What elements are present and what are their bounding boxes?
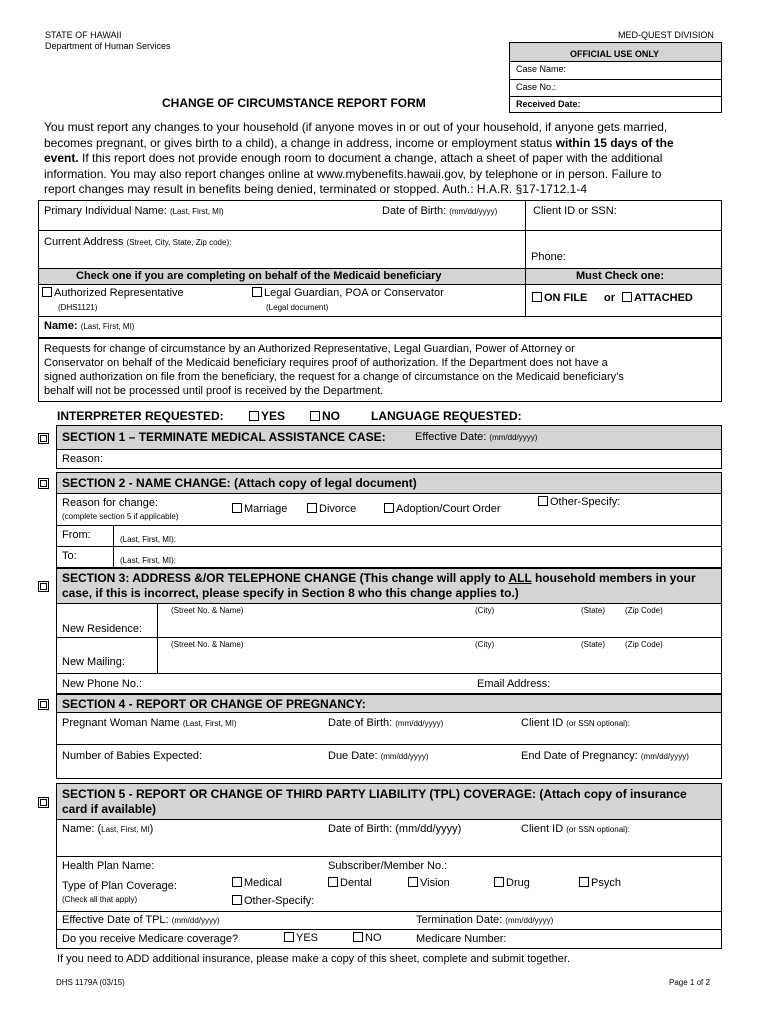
form-number: DHS 1179A (03/15) [56, 978, 125, 987]
intro-paragraph: You must report any changes to your household (if anyone moves in or out of your household, if anyone gets married, becomes pregnant, or gives birth to a child), a change in address, income or employment status within 15 days of the event. If this report does not provide enough room to document a change, attach a sheet of paper with the additional information. You may also report changes online at www.mybenefits.hawaii.gov, by telephone or in person. Failure to report changes may result in benefits being denied, terminated or stopped. Auth.: H.A.R. §17-1712.1-4 [44, 120, 674, 196]
street-hint-2: (Street No. & Name) [171, 640, 244, 649]
behalf-header: Check one if you are completing on behalf of the Medicaid beneficiary [76, 270, 442, 282]
tpl-name[interactable]: Name: (Last, First, MI) [62, 823, 154, 835]
tpl-dob[interactable]: Date of Birth: (mm/dd/yyyy) [328, 823, 462, 835]
option-adoption[interactable]: Adoption/Court Order [384, 503, 501, 515]
medicare-yes[interactable]: YES [284, 932, 318, 944]
interpreter-no[interactable]: NO [310, 409, 340, 423]
division-name: MED-QUEST DIVISION [618, 30, 714, 40]
case-no-label: Case No.: [516, 82, 557, 92]
option-marriage[interactable]: Marriage [232, 503, 287, 515]
section1-reason[interactable]: Reason: [62, 453, 103, 465]
on-file-checkbox[interactable]: ON FILE [532, 292, 587, 304]
plan-drug[interactable]: Drug [494, 877, 530, 889]
tpl-termination-date[interactable]: Termination Date: (mm/dd/yyyy) [416, 914, 554, 926]
auth-rep-checkbox[interactable]: Authorized Representative [42, 287, 184, 299]
pregnant-dob[interactable]: Date of Birth: (mm/dd/yyyy) [328, 717, 444, 729]
babies-expected[interactable]: Number of Babies Expected: [62, 750, 203, 762]
option-other-specify[interactable]: Other-Specify: [538, 496, 620, 508]
language-requested-label: LANGUAGE REQUESTED: [371, 409, 522, 423]
plan-medical[interactable]: Medical [232, 877, 282, 889]
auth-rep-sub: (DHS1121) [58, 303, 98, 312]
from-label: From: [62, 529, 91, 541]
subscriber-no[interactable]: Subscriber/Member No.: [328, 860, 448, 872]
section1-checkbox[interactable] [38, 433, 49, 444]
section2-reason-label: Reason for change: [62, 497, 159, 509]
state-hint-2: (State) [581, 640, 606, 649]
new-residence-field[interactable]: New Residence: [62, 623, 143, 635]
plan-psych[interactable]: Psych [579, 877, 621, 889]
or-label: or [604, 292, 615, 304]
health-plan-name[interactable]: Health Plan Name: [62, 860, 155, 872]
additional-insurance-note: If you need to ADD additional insurance, please make a copy of this sheet, complete and submit together. [57, 953, 571, 965]
section3-checkbox[interactable] [38, 581, 49, 592]
plan-type-label: Type of Plan Coverage: [62, 880, 177, 892]
from-field[interactable]: (Last, First, MI): [120, 535, 176, 544]
primary-name-field[interactable]: Primary Individual Name: (Last, First, MI) [44, 205, 224, 217]
medicare-question: Do you receive Medicare coverage? [62, 933, 239, 945]
tpl-client-id[interactable]: Client ID (or SSN optional): [521, 823, 630, 835]
email-field[interactable]: Email Address: [477, 678, 551, 690]
plan-vision[interactable]: Vision [408, 877, 450, 889]
official-use-title: OFFICIAL USE ONLY [570, 49, 660, 59]
section2-title: SECTION 2 - NAME CHANGE: (Attach copy of legal document) [62, 476, 417, 490]
city-hint-2: (City) [475, 640, 495, 649]
must-check-header: Must Check one: [576, 270, 665, 282]
state-hint-1: (State) [581, 606, 606, 615]
due-date[interactable]: Due Date: (mm/dd/yyyy) [328, 750, 429, 762]
end-pregnancy-date[interactable]: End Date of Pregnancy: (mm/dd/yyyy) [521, 750, 689, 762]
to-label: To: [62, 550, 77, 562]
section3-title: SECTION 3: ADDRESS &/OR TELEPHONE CHANGE (This change will apply to ALL household members in your case, if this is incorrect, please specify in Section 8 who this change applies to.) [62, 571, 696, 600]
interpreter-label: INTERPRETER REQUESTED: [57, 409, 224, 423]
guardian-checkbox[interactable]: Legal Guardian, POA or Conservator [252, 287, 444, 299]
auth-note-text: Requests for change of circumstance by an Authorized Representative, Legal Guardian, Power of Attorney or Conservator on behalf of the Medicaid beneficiary requires proof of authorization. If the Department does not have a signed authorization on file from the beneficiary, the request for a change of circumstance on the Medicaid beneficiary’s behalf will not be processed until proof is received by the Department. [44, 343, 624, 397]
pregnant-woman-name[interactable]: Pregnant Woman Name (Last, First, MI) [62, 717, 237, 729]
dob-field[interactable]: Date of Birth: (mm/dd/yyyy) [382, 205, 498, 217]
attached-checkbox[interactable]: ATTACHED [622, 292, 693, 304]
tpl-effective-date[interactable]: Effective Date of TPL: (mm/dd/yyyy) [62, 914, 220, 926]
section1-title: SECTION 1 – TERMINATE MEDICAL ASSISTANCE CASE: [62, 430, 386, 444]
option-divorce[interactable]: Divorce [307, 503, 356, 515]
section4-title: SECTION 4 - REPORT OR CHANGE OF PREGNANCY: [62, 697, 366, 711]
plan-type-hint: (Check all that apply) [62, 895, 138, 904]
new-phone-field[interactable]: New Phone No.: [62, 678, 143, 690]
state-name: STATE OF HAWAII [45, 30, 122, 40]
zip-hint-2: (Zip Code) [625, 640, 663, 649]
form-title: CHANGE OF CIRCUMSTANCE REPORT FORM [162, 96, 426, 110]
street-hint-1: (Street No. & Name) [171, 606, 244, 615]
plan-other[interactable]: Other-Specify: [232, 895, 314, 907]
page-number: Page 1 of 2 [669, 978, 710, 987]
client-id-field[interactable]: Client ID or SSN: [533, 205, 617, 217]
city-hint-1: (City) [475, 606, 495, 615]
phone-field[interactable]: Phone: [531, 251, 566, 263]
to-field[interactable]: (Last, First, MI): [120, 556, 176, 565]
plan-dental[interactable]: Dental [328, 877, 372, 889]
received-date-label: Received Date: [516, 99, 581, 109]
new-mailing-field[interactable]: New Mailing: [62, 656, 125, 668]
current-address-field[interactable]: Current Address (Street, City, State, Zip code): [44, 236, 232, 248]
department-name: Department of Human Services [45, 41, 171, 51]
section2-checkbox[interactable] [38, 478, 49, 489]
medicare-number[interactable]: Medicare Number: [416, 933, 507, 945]
case-name-label: Case Name: [516, 64, 567, 74]
pregnant-client-id[interactable]: Client ID (or SSN optional): [521, 717, 630, 729]
section5-checkbox[interactable] [38, 797, 49, 808]
guardian-sub: (Legal document) [266, 303, 329, 312]
section1-effective-date[interactable]: Effective Date: (mm/dd/yyyy) [415, 431, 538, 443]
medicare-no[interactable]: NO [353, 932, 382, 944]
section5-title: SECTION 5 - REPORT OR CHANGE OF THIRD PARTY LIABILITY (TPL) COVERAGE: (Attach copy of insurance card if available) [62, 787, 687, 816]
section2-reason-hint: (complete section 5 if applicable) [62, 512, 179, 521]
interpreter-yes[interactable]: YES [249, 409, 285, 423]
section4-checkbox[interactable] [38, 699, 49, 710]
behalf-name-field[interactable]: Name: (Last, First, MI) [44, 320, 135, 332]
zip-hint-1: (Zip Code) [625, 606, 663, 615]
